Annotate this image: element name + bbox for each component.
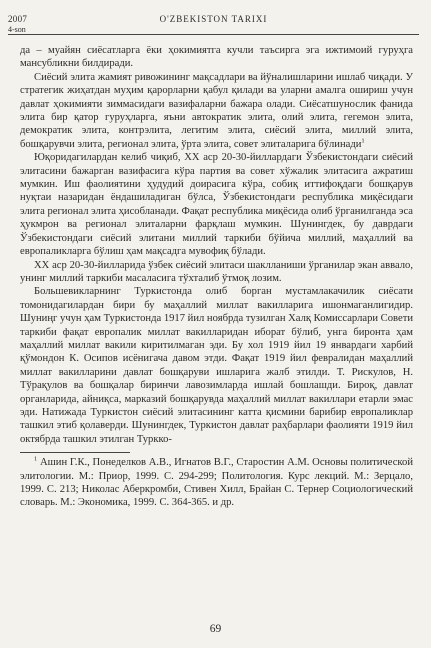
page-header (8, 12, 419, 36)
paragraph-continued: да – муайян сиёсатларга ёки ҳокимиятга кучли таъсирга эга ижтимоий гуруҳга мансубликни билдиради. (20, 45, 413, 70)
page-number: 69 (209, 623, 222, 635)
paragraph-elite-classification: Юқоридагилардан келиб чиқиб, ХХ аср 20-30-йиллардаги Ўзбекистондаги сиёсий элитасини бажарган вазифасига кўра партия ва совет хўжалик элитасига ажратиш мумкин. Иш фаолиятини ҳудудий доирасига кўра, собиқ иттифоқдаги бошқарув нуқтаи назаридан ёндашиладиган бўлса, Ўзбекистондаги республика миқёсидаги элита регионал элита ҳисобланади. Фақат республика миқёсида олиб ўрганилганда эса ҳукмрон ва регионал элиталарни фарқлаш мумкин. Шунингдек, бу даврдаги Ўзбекистондаги сиёсий элитани миллий таркиби бўйича миллий, маҳаллий ва европаликларга бўлиш ҳам мақсадга мувофиқ бўлади. (20, 152, 413, 258)
paragraph-elite-definition: Сиёсий элита жамият ривожининг мақсадлари ва йўналишларини ишлаб чиқади. У стратегик жиҳатдан муҳим қарорларни қабул қилади ва уларни амалга ошириш учун давлат ҳокимияти зиммасидаги вазифаларни бажара олади. Сиёсатшунослик фанида элита бир қатор гуруҳларга, яъни автократик элита, олий элита, гегемон элита, демократик элита, контрэлита, легитим элита, сиёсий элита, миллий элита, бошқарувчи элита, регионал элита, ўрта элита, совет элиталарига бўлинади$^1$ (20, 71, 413, 150)
paragraph-bolshevik-policy: Большевикларнинг Туркистонда олиб борган мустамлакачилик сиёсати томонидагилардан бири бу маҳаллий миллат вакилларига ишонмаганлигидир. Шуниңг учун ҳам Туркистонда 1917 йил ноябрда тузилган Халқ Комиссарлари Совети таркиби фақат европалик миллат вакилларидан иборат бўлиб, унга биронта ҳам маҳаллий миллат вакили киритилмаган эди. Бу хол 1919 йил 19 январдаги харбий қўмондон К. Осипов исёнигача давом этди. Фақат 1919 йил февралидан маҳаллий миллат вакилларини давлат бошқаруви ишларига жалб этилди. Т. Рискулов, Н. Тўрақулов ва бошқалар биринчи лавозимларда ишлай бошлашди. Бироқ, давлат органларида, айниқса, марказий бошқарувда маҳаллий миллат вакиллари етарли эмас эди. Натижада Туркистон сиёсий элитасининг катта қисмини барибир европаликлар ташкил этиб қолаверди. Шунингдек, Туркистон давлат раҳбарлари фаолияти 1919 йил октябрда ташкил этилган Туркко- (20, 286, 413, 445)
paragraph-national-composition: ХХ аср 20-30-йилларида ўзбек сиёсий элитаси шаклланиши ўрганилар экан аввало, унинг миллий таркиби масаласига тўхталиб ўтмоқ лозим. (20, 259, 413, 284)
footnote: $^1$ Ашин Г.К., Понеделков А.В., Игнатов В.Г., Старостин А.М. Основы политической элитологии. М.: Приор, 1999. С. 294-299; Политология. Курс лекций. М.: Зерцало, 1999. С. 213; Николас Аберкромби, Стивен Хилл, Брайан С. Тернер Социологический словарь. М.: Экономика, 1999. С. 364-365. и др. (20, 455, 413, 509)
header-issue: 4-son (8, 25, 26, 34)
header-year: 2007 (8, 14, 28, 24)
page-body (20, 44, 413, 510)
footnote-reference[interactable]: 1 (361, 137, 365, 145)
header-rule (8, 34, 419, 35)
footnote-rule (20, 452, 130, 453)
footnote-marker: 1 (34, 455, 38, 463)
journal-title: O'ZBEKISTON TARIXI (159, 14, 268, 24)
